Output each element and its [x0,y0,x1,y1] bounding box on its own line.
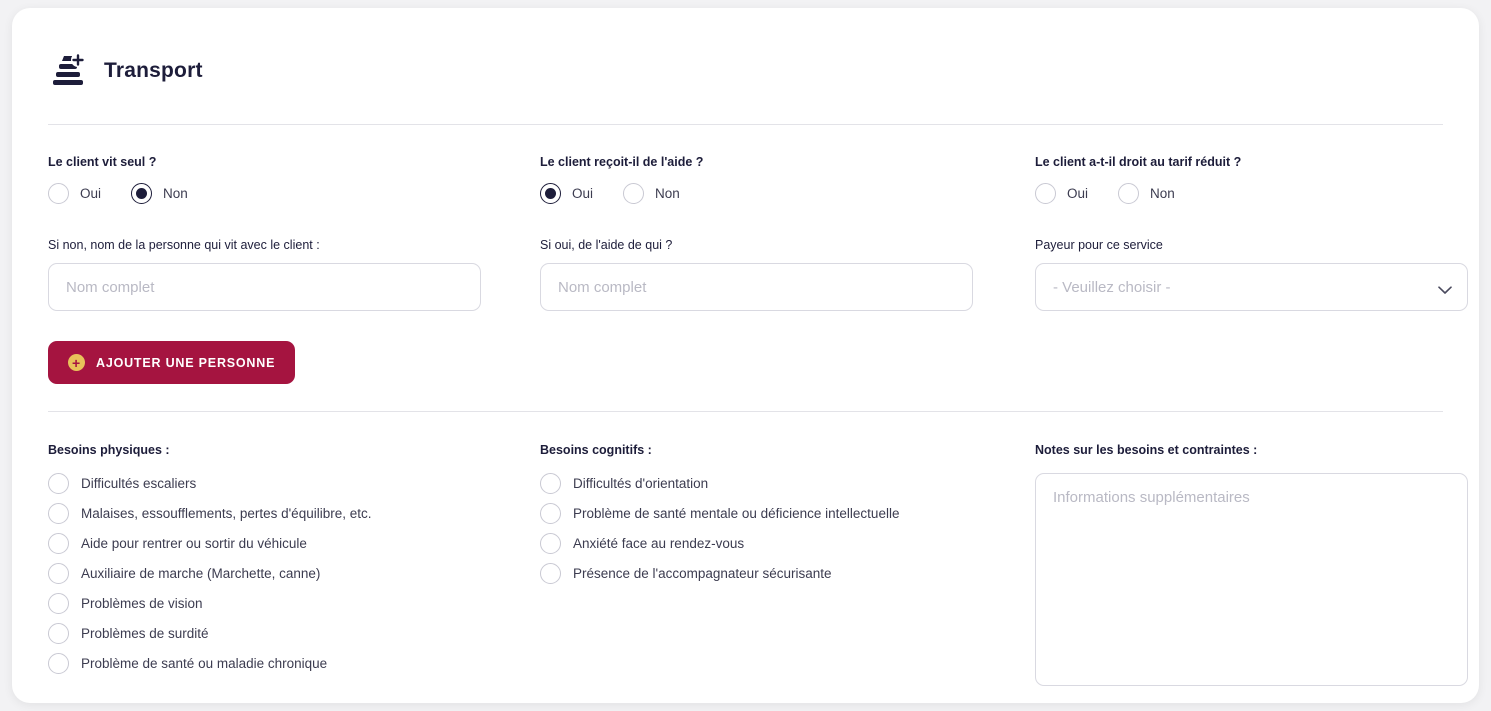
radio-option-receives-help-non[interactable] [623,183,680,204]
list-item[interactable] [48,653,540,674]
checkbox-circle[interactable] [540,503,561,524]
checkbox-circle[interactable] [540,533,561,554]
list-item-label: Anxiété face au rendez-vous [573,536,745,551]
list-item[interactable] [48,623,540,644]
list-item-label: Problème de santé mentale ou déficience intellectuelle [573,506,900,521]
list-item-label: Problème de santé ou maladie chronique [81,656,328,671]
list-item[interactable] [48,593,540,614]
list-item-label: Difficultés d'orientation [573,476,709,491]
label-person-living-with: Si non, nom de la personne qui vit avec le client : [48,238,320,252]
card-header [12,8,1479,104]
list-item-label: Aide pour rentrer ou sortir du véhicule [81,536,307,551]
checkbox-circle[interactable] [48,653,69,674]
cognitive-needs-column [540,412,1035,691]
add-person-button-label: AJOUTER UNE PERSONNE [96,355,276,370]
transport-add-icon [48,49,88,93]
notes-textarea[interactable] [1035,473,1468,686]
radio-circle[interactable] [1118,183,1139,204]
list-item[interactable] [48,533,540,554]
radio-label: Non [163,186,188,201]
list-item-label: Problèmes de surdité [81,626,209,641]
radio-circle[interactable] [131,183,152,204]
list-item[interactable] [48,473,540,494]
radio-group-reduced-fare [1035,183,1443,204]
checkbox-circle[interactable] [48,563,69,584]
page-title: Transport [104,59,203,82]
payer-selected-value: - Veuillez choisir - [1053,278,1171,296]
list-item-label: Difficultés escaliers [81,476,197,491]
payer-select[interactable] [1035,263,1468,311]
help-from-input[interactable] [540,263,973,311]
radio-group-receives-help [540,183,1035,204]
radio-circle[interactable] [1035,183,1056,204]
checkbox-circle[interactable] [48,503,69,524]
list-item-label: Auxiliaire de marche (Marchette, canne) [81,566,321,581]
physical-needs-title: Besoins physiques : [48,443,170,457]
list-item[interactable] [48,503,540,524]
person-living-with-input[interactable] [48,263,481,311]
radio-label: Oui [572,186,594,201]
column-three [1035,125,1443,311]
checkbox-circle[interactable] [48,623,69,644]
radio-label: Non [1150,186,1175,201]
checkbox-circle[interactable] [540,563,561,584]
radio-option-lives-alone-oui[interactable] [48,183,101,204]
transport-form-card [12,8,1479,703]
label-help-from: Si oui, de l'aide de qui ? [540,238,673,252]
needs-grid [12,412,1479,691]
radio-circle[interactable] [48,183,69,204]
question-label-reduced-fare: Le client a-t-il droit au tarif réduit ? [1035,155,1242,169]
add-person-button[interactable] [48,341,295,384]
question-label-lives-alone: Le client vit seul ? [48,155,157,169]
radio-circle[interactable] [540,183,561,204]
question-label-receives-help: Le client reçoit-il de l'aide ? [540,155,704,169]
payer-select-wrapper [1035,263,1468,311]
list-item[interactable] [540,473,1035,494]
list-item[interactable] [540,533,1035,554]
radio-label: Non [655,186,680,201]
radio-circle[interactable] [623,183,644,204]
list-item[interactable] [540,563,1035,584]
label-payer: Payeur pour ce service [1035,238,1163,252]
checkbox-circle[interactable] [48,473,69,494]
list-item[interactable] [540,503,1035,524]
radio-label: Oui [1067,186,1089,201]
list-item-label: Malaises, essoufflements, pertes d'équilibre, etc. [81,506,372,521]
column-one [48,125,540,311]
checkbox-circle[interactable] [48,533,69,554]
list-item-label: Problèmes de vision [81,596,203,611]
list-item-label: Présence de l'accompagnateur sécurisante [573,566,832,581]
checkbox-circle[interactable] [48,593,69,614]
radio-option-reduced-fare-oui[interactable] [1035,183,1088,204]
radio-option-reduced-fare-non[interactable] [1118,183,1175,204]
radio-option-lives-alone-non[interactable] [131,183,188,204]
plus-circle-icon: + [68,354,85,371]
radio-group-lives-alone [48,183,540,204]
notes-column [1035,412,1443,691]
physical-needs-column [48,412,540,691]
column-two [540,125,1035,311]
radio-label: Oui [80,186,102,201]
notes-title: Notes sur les besoins et contraintes : [1035,443,1258,457]
questions-grid [12,125,1479,311]
cognitive-needs-title: Besoins cognitifs : [540,443,652,457]
radio-option-receives-help-oui[interactable] [540,183,593,204]
list-item[interactable] [48,563,540,584]
checkbox-circle[interactable] [540,473,561,494]
